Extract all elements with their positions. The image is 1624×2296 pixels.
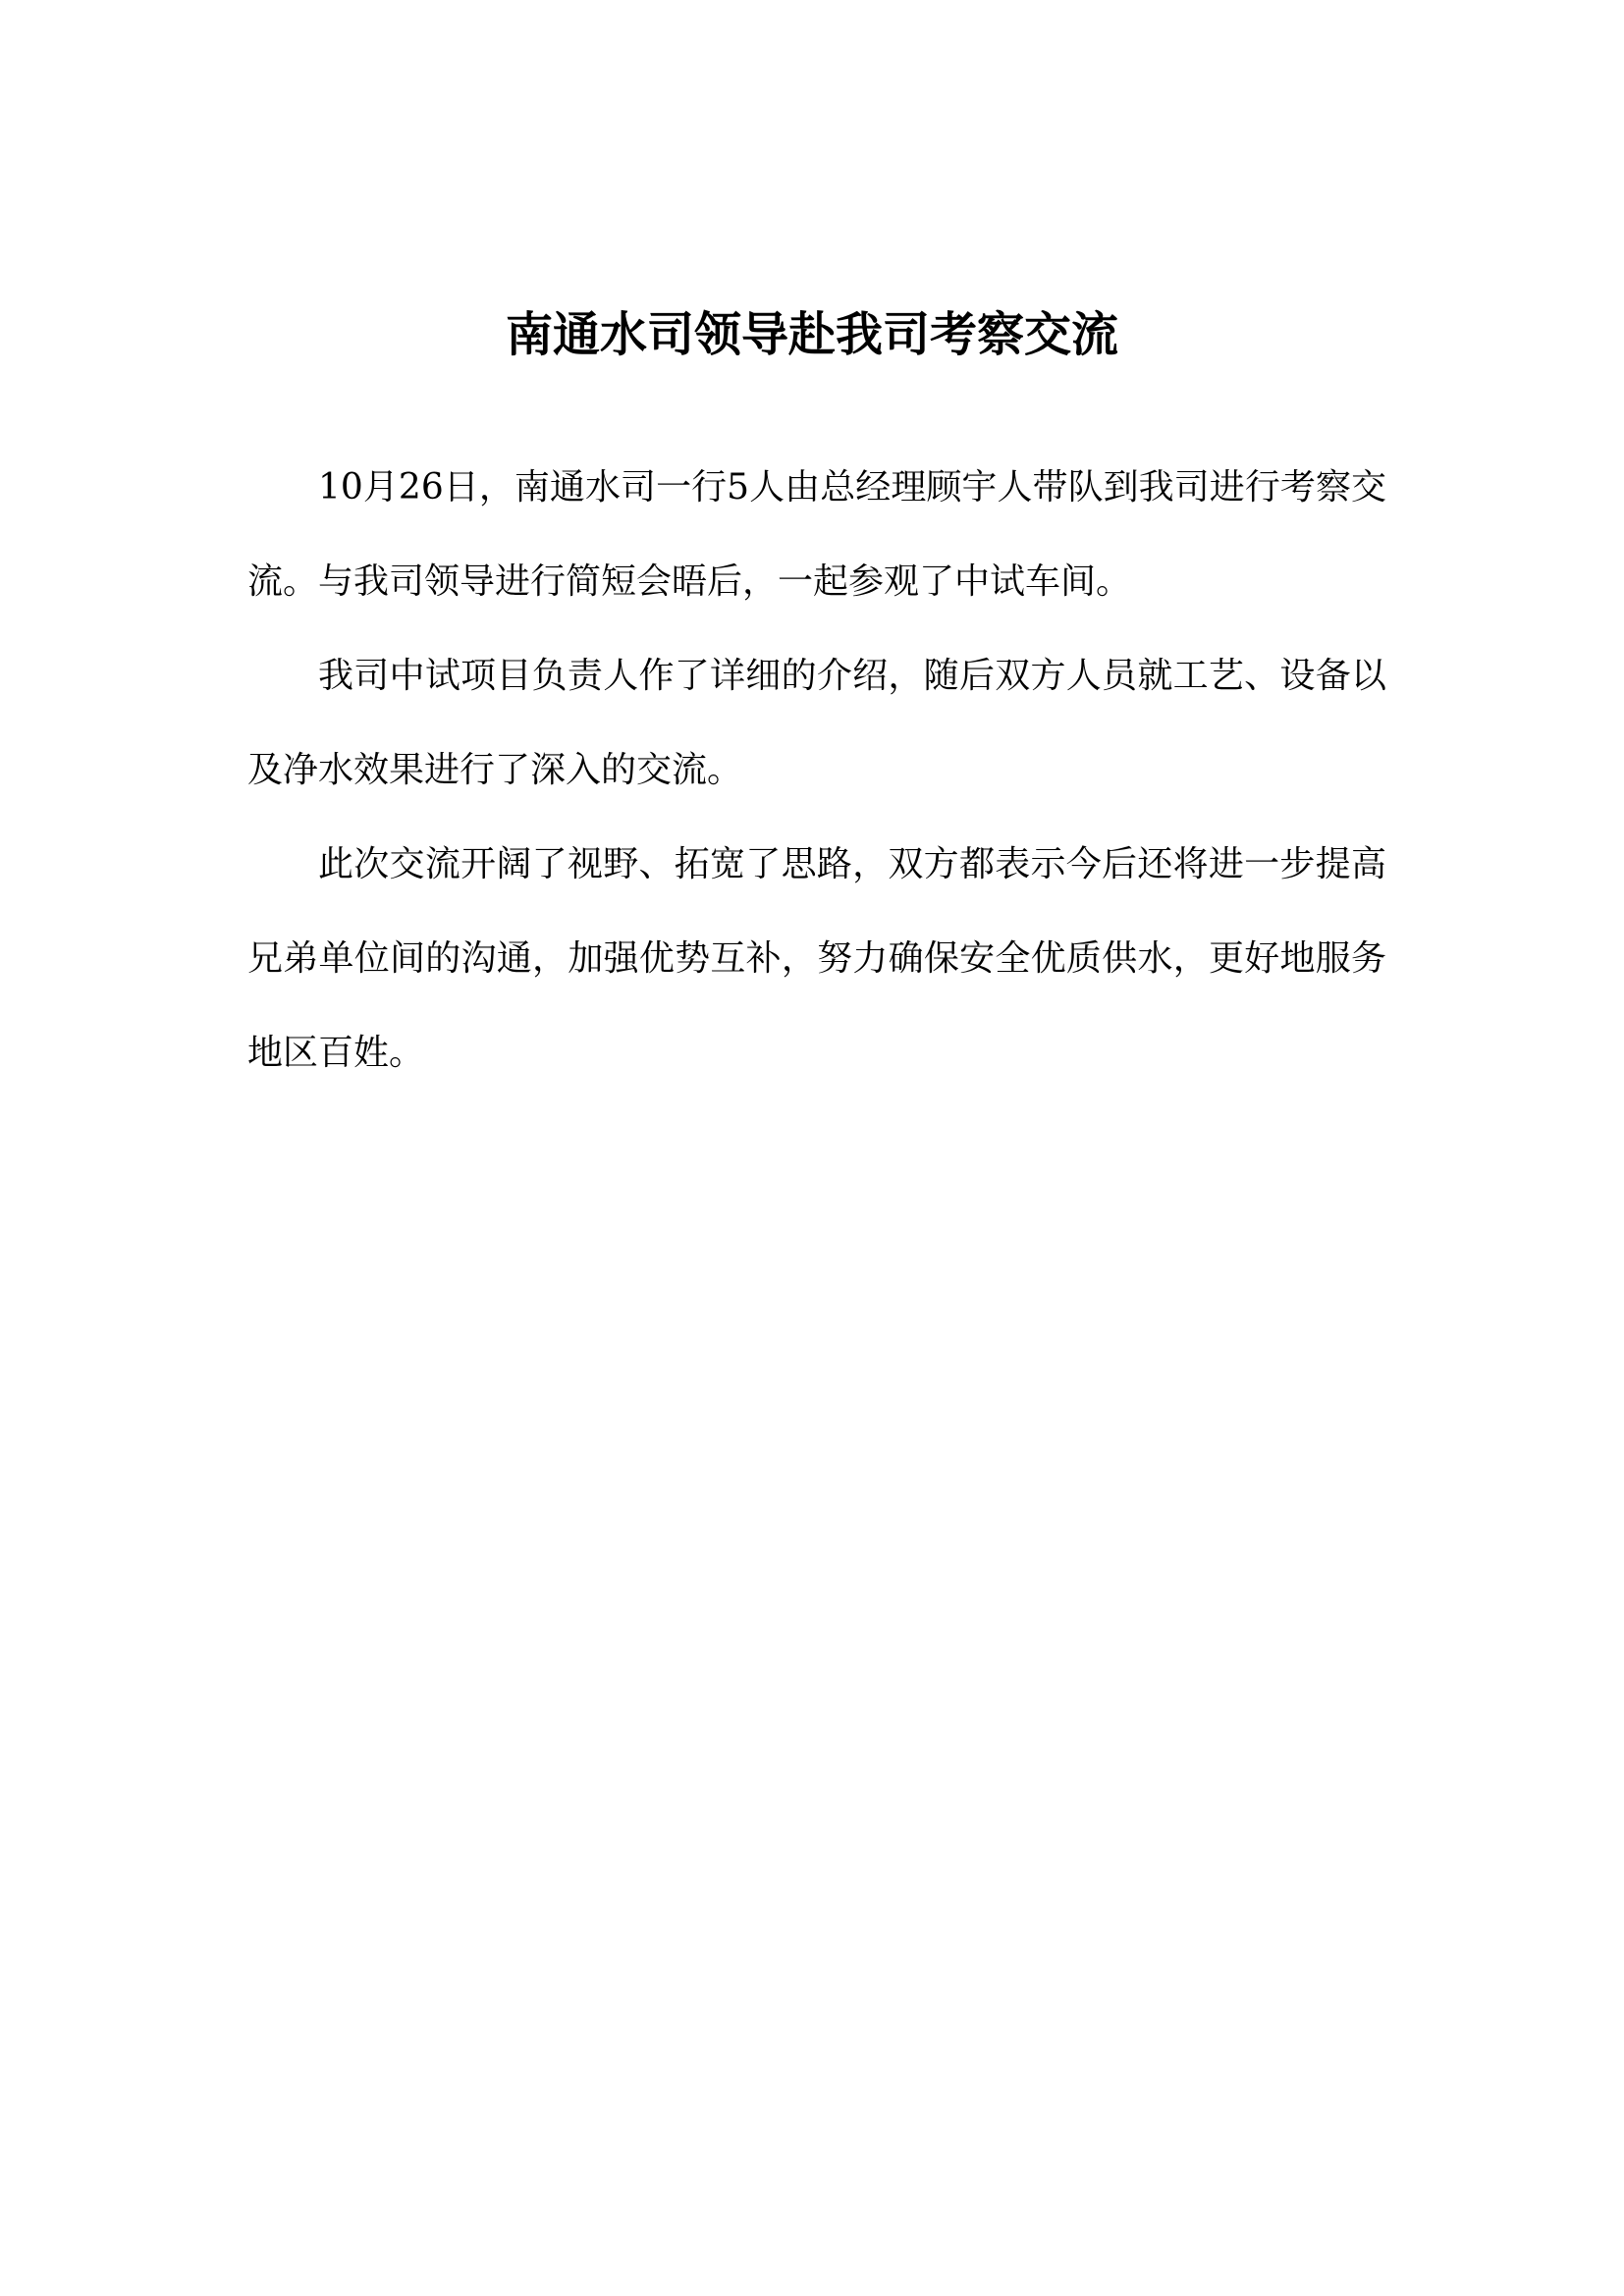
paragraph-2: 我司中试项目负责人作了详细的介绍，随后双方人员就工艺、设备以及净水效果进行了深入的交流。 [247,656,1386,790]
paragraph-1: 10月26日，南通水司一行5人由总经理顾宇人带队到我司进行考察交流。与我司领导进行简短会晤后，一起参观了中试车间。 [247,467,1386,602]
paragraph-3: 此次交流开阔了视野、拓宽了思路，双方都表示今后还将进一步提高兄弟单位间的沟通，加强优势互补，努力确保安全优质供水，更好地服务地区百姓。 [247,844,1386,1073]
document-title: 南通水司领导赴我司考察交流 [505,307,1118,362]
document-body [247,441,1386,1100]
